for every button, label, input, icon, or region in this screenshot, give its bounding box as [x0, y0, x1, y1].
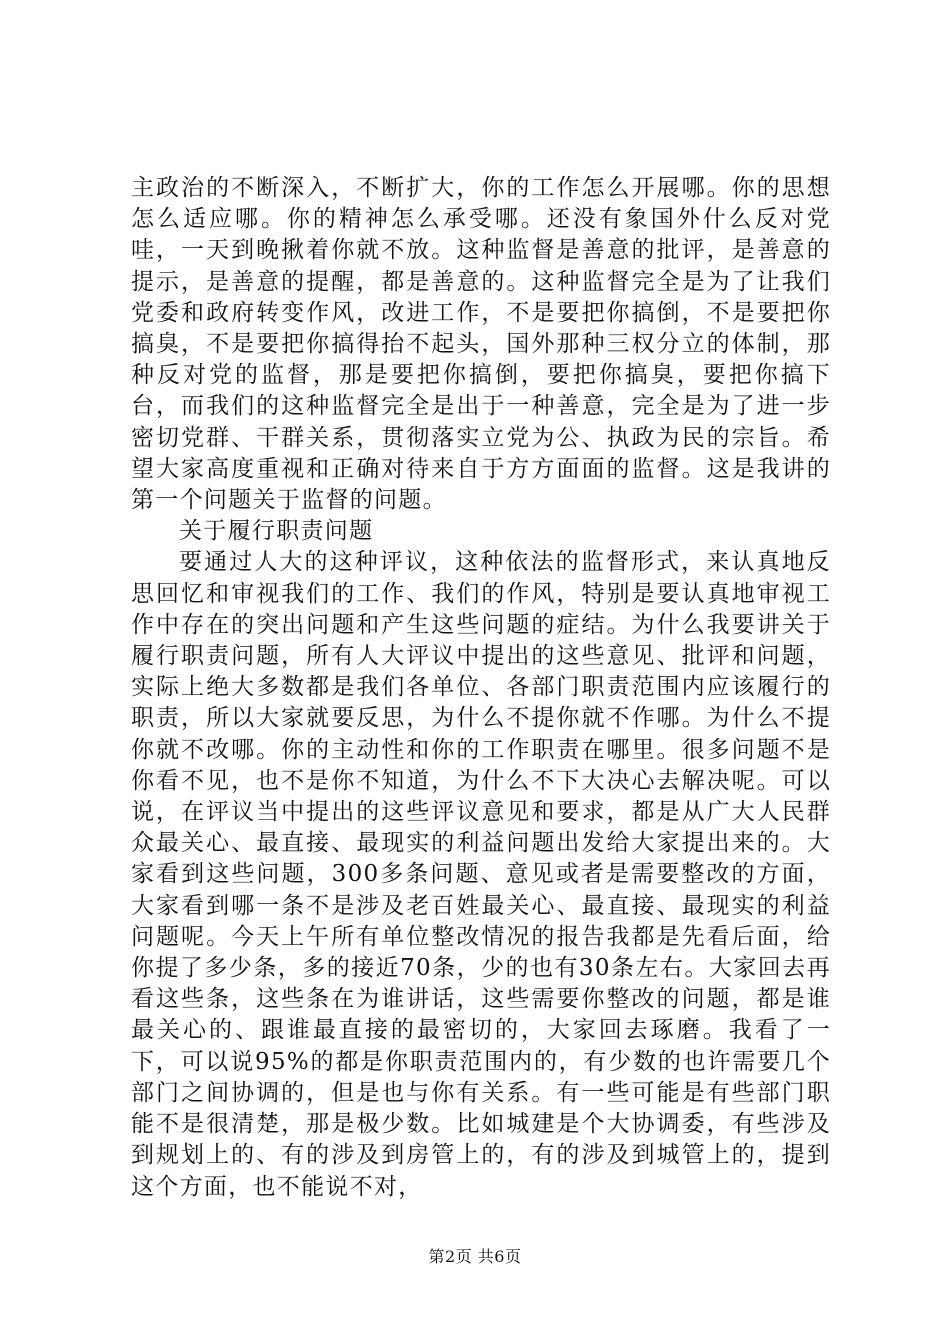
paragraph: 要通过人大的这种评议，这种依法的监督形式，来认真地反思回忆和审视我们的工作、我们的作风，特别是要认真地审视工作中存在的突出问题和产生这些问题的症结。为什么我要讲关于履行职责问题，所有人大评议中提出的这些意见、批评和问题，实际上绝大多数都是我们各单位、各部门职责范围内应该履行的职责，所以大家就要反思，为什么不提你就不作哪。为什么不提你就不改哪。你的主动性和你的工作职责在哪里。很多问题不是你看不见，也不是你不知道，为什么不下大决心去解决呢。可以说，在评议当中提出的这些评议意见和要求，都是从广大人民群众最关心、最直接、最现实的利益问题出发给大家提出来的。大家看到这些问题，300多条问题、意见或者是需要整改的方面，大家看到哪一条不是涉及老百姓最关心、最直接、最现实的利益问题呢。今天上午所有单位整改情况的报告我都是先看后面，给你提了多少条，多的接近70条，少的也有30条左右。大家回去再看这些条，这些条在为谁讲话，这些需要你整改的问题，都是谁最关心的、跟谁最直接的最密切的，大家回去琢磨。我看了一下，可以说95%的都是你职责范围内的，有少数的也许需要几个部门之间协调的，但是也与你有关系。有一些可能是有些部门职能不是很清楚，那是极少数。比如城建是个大协调委，有些涉及到规划上的、有的涉及到房管上的，有的涉及到城管上的，提到这个方面，也不能说不对，	[131, 549, 831, 1200]
page-footer: 第2页 共6页	[428, 1247, 522, 1266]
document-body	[131, 173, 831, 1203]
section-heading: 关于履行职责问题	[179, 518, 374, 545]
paragraph-continued: 主政治的不断深入，不断扩大，你的工作怎么开展哪。你的思想怎么适应哪。你的精神怎么承受哪。还没有象国外什么反对党哇，一天到晚揪着你就不放。这种监督是善意的批评，是善意的提示，是善意的提醒，都是善意的。这种监督完全是为了让我们党委和政府转变作风，改进工作，不是要把你搞倒，不是要把你搞臭，不是要把你搞得抬不起头，国外那种三权分立的体制，那种反对党的监督，那是要把你搞倒，要把你搞臭，要把你搞下台，而我们的这种监督完全是出于一种善意，完全是为了进一步密切党群、干群关系，贯彻落实立党为公、执政为民的宗旨。希望大家高度重视和正确对待来自于方方面面的监督。这是我讲的第一个问题关于监督的问题。	[131, 175, 831, 514]
